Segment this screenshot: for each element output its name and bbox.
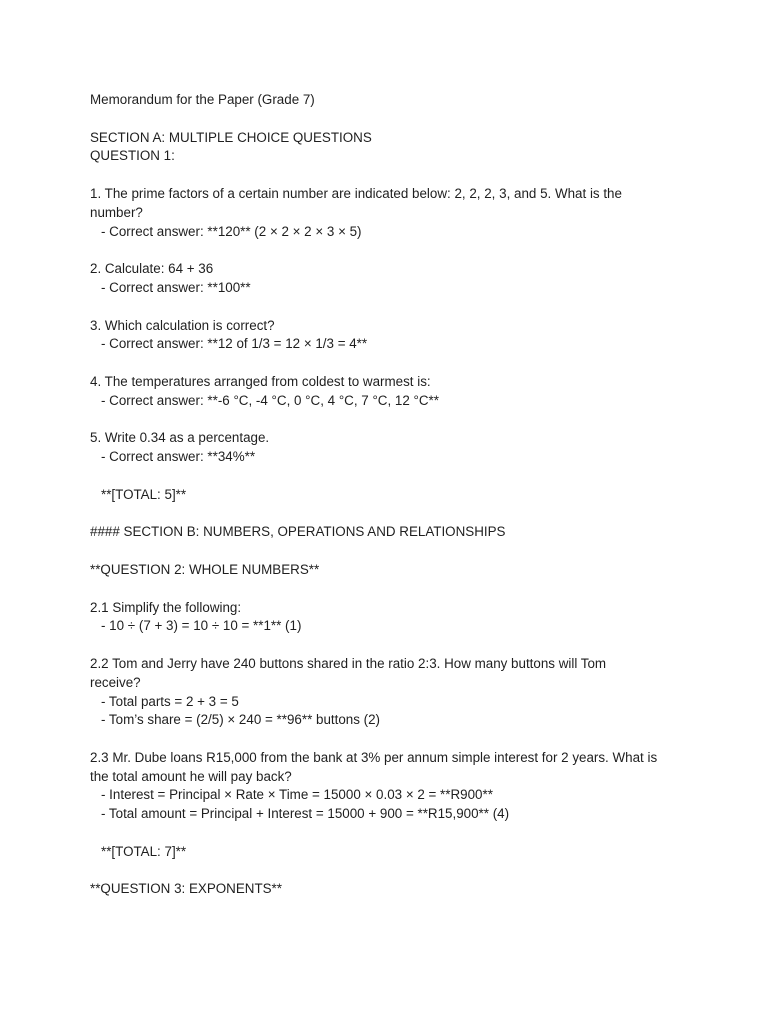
spacer bbox=[90, 411, 690, 430]
spacer bbox=[90, 636, 690, 655]
solution-step: - Interest = Principal × Rate × Time = 15000 × 0.03 × 2 = **R900** bbox=[101, 787, 493, 803]
spacer bbox=[90, 467, 690, 486]
question-1-heading: QUESTION 1: bbox=[90, 148, 175, 164]
question-text: receive? bbox=[90, 674, 141, 690]
spacer bbox=[90, 166, 690, 185]
correct-answer: - Correct answer: **-6 °C, -4 °C, 0 °C, 4 °C, 7 °C, 12 °C** bbox=[101, 392, 439, 408]
question-text: the total amount he will pay back? bbox=[90, 768, 292, 784]
spacer bbox=[90, 298, 690, 317]
question-text: 2.1 Simplify the following: bbox=[90, 599, 242, 615]
section-a-heading: SECTION A: MULTIPLE CHOICE QUESTIONS bbox=[90, 129, 372, 145]
solution-step: - Tom’s share = (2/5) × 240 = **96** buttons (2) bbox=[101, 712, 381, 728]
spacer bbox=[90, 580, 690, 599]
document-body bbox=[90, 91, 690, 899]
correct-answer: - Correct answer: **120** (2 × 2 × 2 × 3 × 5) bbox=[101, 223, 362, 239]
spacer bbox=[90, 505, 690, 524]
question-text: 2.2 Tom and Jerry have 240 buttons shared in the ratio 2:3. How many buttons will Tom bbox=[90, 655, 607, 671]
question-text: 3. Which calculation is correct? bbox=[90, 317, 275, 333]
spacer bbox=[90, 110, 690, 129]
section-b-heading: #### SECTION B: NUMBERS, OPERATIONS AND RELATIONSHIPS bbox=[90, 524, 506, 540]
document-title: Memorandum for the Paper (Grade 7) bbox=[90, 92, 315, 107]
correct-answer: - Correct answer: **100** bbox=[101, 279, 251, 295]
spacer bbox=[90, 730, 690, 749]
spacer bbox=[90, 542, 690, 561]
solution-step: - 10 ÷ (7 + 3) = 10 ÷ 10 = **1** (1) bbox=[101, 618, 302, 634]
question-text: number? bbox=[90, 204, 143, 220]
question-2-heading: **QUESTION 2: WHOLE NUMBERS** bbox=[90, 561, 320, 577]
correct-answer: - Correct answer: **34%** bbox=[101, 449, 256, 465]
question-text: 2.3 Mr. Dube loans R15,000 from the bank at 3% per annum simple interest for 2 years. What is bbox=[90, 749, 658, 765]
question-text: 5. Write 0.34 as a percentage. bbox=[90, 430, 270, 446]
question-text: 2. Calculate: 64 + 36 bbox=[90, 261, 214, 277]
spacer bbox=[90, 862, 690, 881]
spacer bbox=[90, 824, 690, 843]
solution-step: - Total parts = 2 + 3 = 5 bbox=[101, 693, 239, 709]
question-text: 1. The prime factors of a certain number are indicated below: 2, 2, 2, 3, and 5. What is the bbox=[90, 185, 622, 201]
question-3-heading: **QUESTION 3: EXPONENTS** bbox=[90, 881, 282, 897]
correct-answer: - Correct answer: **12 of 1/3 = 12 × 1/3 = 4** bbox=[101, 336, 368, 352]
question-text: 4. The temperatures arranged from coldest to warmest is: bbox=[90, 373, 431, 389]
question-2-total: **[TOTAL: 7]** bbox=[101, 843, 187, 859]
spacer bbox=[90, 241, 690, 260]
spacer bbox=[90, 354, 690, 373]
section-a-total: **[TOTAL: 5]** bbox=[101, 486, 187, 502]
solution-step: - Total amount = Principal + Interest = 15000 + 900 = **R15,900** (4) bbox=[101, 806, 510, 822]
